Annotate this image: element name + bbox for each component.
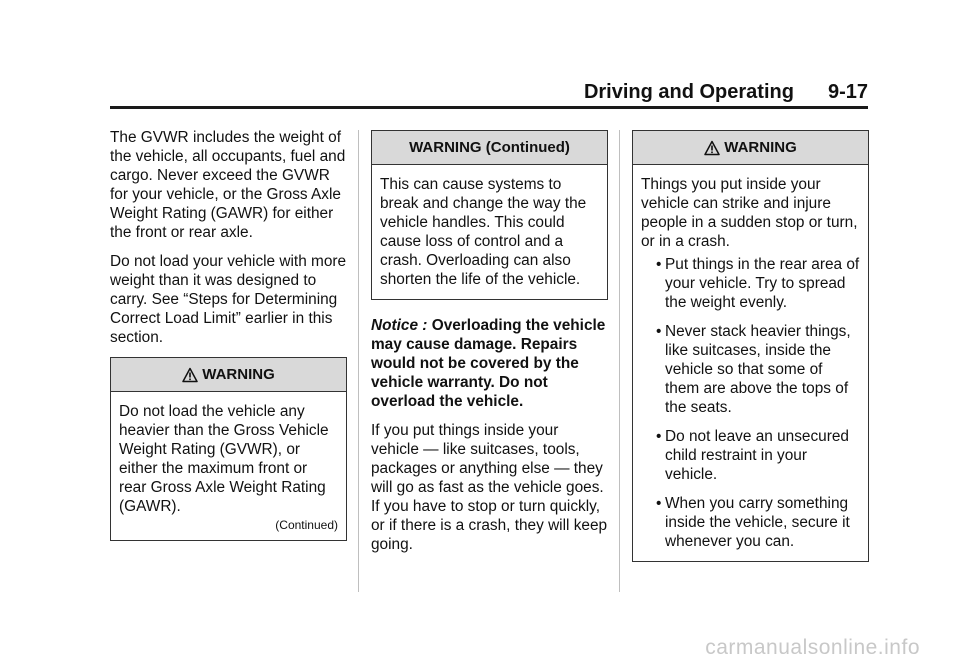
warning-bullet-list <box>641 255 860 551</box>
warning-body <box>372 165 607 299</box>
warning-triangle-icon <box>704 140 720 156</box>
section-title: Driving and Operating <box>583 81 794 103</box>
warning-box-continued <box>371 130 608 300</box>
notice-text: Overloading the vehicle may cause damage. Repairs would not be covered by the vehicle warranty. Do not overload the vehicle. <box>371 317 606 410</box>
column-divider-1 <box>358 130 359 592</box>
warning-box-2 <box>632 130 869 562</box>
warning-title: WARNING <box>202 366 275 383</box>
gvwr-paragraph: The GVWR includes the weight of the vehicle, all occupants, fuel and cargo. Never exceed the GVWR for your vehicle, or the Gross Axle Weight Rating (GAWR) for either the front or rear axle. <box>110 129 346 241</box>
cargo-paragraph: If you put things inside your vehicle — like suitcases, tools, packages or anything else — they will go as fast as the vehicle goes. If you have to stop or turn quickly, or if there is a crash, they will keep going. <box>371 422 608 553</box>
watermark: carmanualsonline.info <box>705 636 920 659</box>
load-paragraph: Do not load your vehicle with more weight than it was designed to carry. See “Steps for Determining Correct Load Limit” earlier in this section. <box>110 253 347 346</box>
column-1 <box>110 128 347 553</box>
warning-text: Do not load the vehicle any heavier than the Gross Vehicle Weight Rating (GVWR), or either the maximum front or rear Gross Axle Weight Rating (GAWR). <box>119 403 329 515</box>
warning-body <box>111 392 346 540</box>
notice-lead: Notice : <box>371 317 428 334</box>
list-item: • When you carry something inside the vehicle, secure it whenever you can. <box>641 494 860 551</box>
warning-intro: Things you put inside your vehicle can strike and injure people in a sudden stop or turn, or in a crash. <box>641 176 858 250</box>
warning-body <box>633 165 868 551</box>
warning-text: This can cause systems to break and change the way the vehicle handles. This could cause loss of control and a crash. Overloading can also shorten the life of the vehicle. <box>380 176 587 288</box>
warning-triangle-icon <box>182 367 198 383</box>
warning-header <box>372 131 607 165</box>
column-2 <box>371 128 608 564</box>
page-number: 9-17 <box>827 81 868 103</box>
warning-header <box>111 358 346 392</box>
list-item: • Put things in the rear area of your vehicle. Try to spread the weight evenly. <box>641 255 860 312</box>
column-divider-2 <box>619 130 620 592</box>
warning-title: WARNING <box>724 139 797 156</box>
warning-header <box>633 131 868 165</box>
page-header <box>110 78 868 109</box>
list-item: • Never stack heavier things, like suitcases, inside the vehicle so that some of them are above the tops of the seats. <box>641 322 860 417</box>
column-3 <box>632 128 869 574</box>
warning-box-1 <box>110 357 347 541</box>
list-item: • Do not leave an unsecured child restraint in your vehicle. <box>641 427 860 484</box>
continued-label: (Continued) <box>275 518 338 532</box>
notice-paragraph <box>371 316 608 411</box>
warning-title: WARNING (Continued) <box>409 139 570 156</box>
